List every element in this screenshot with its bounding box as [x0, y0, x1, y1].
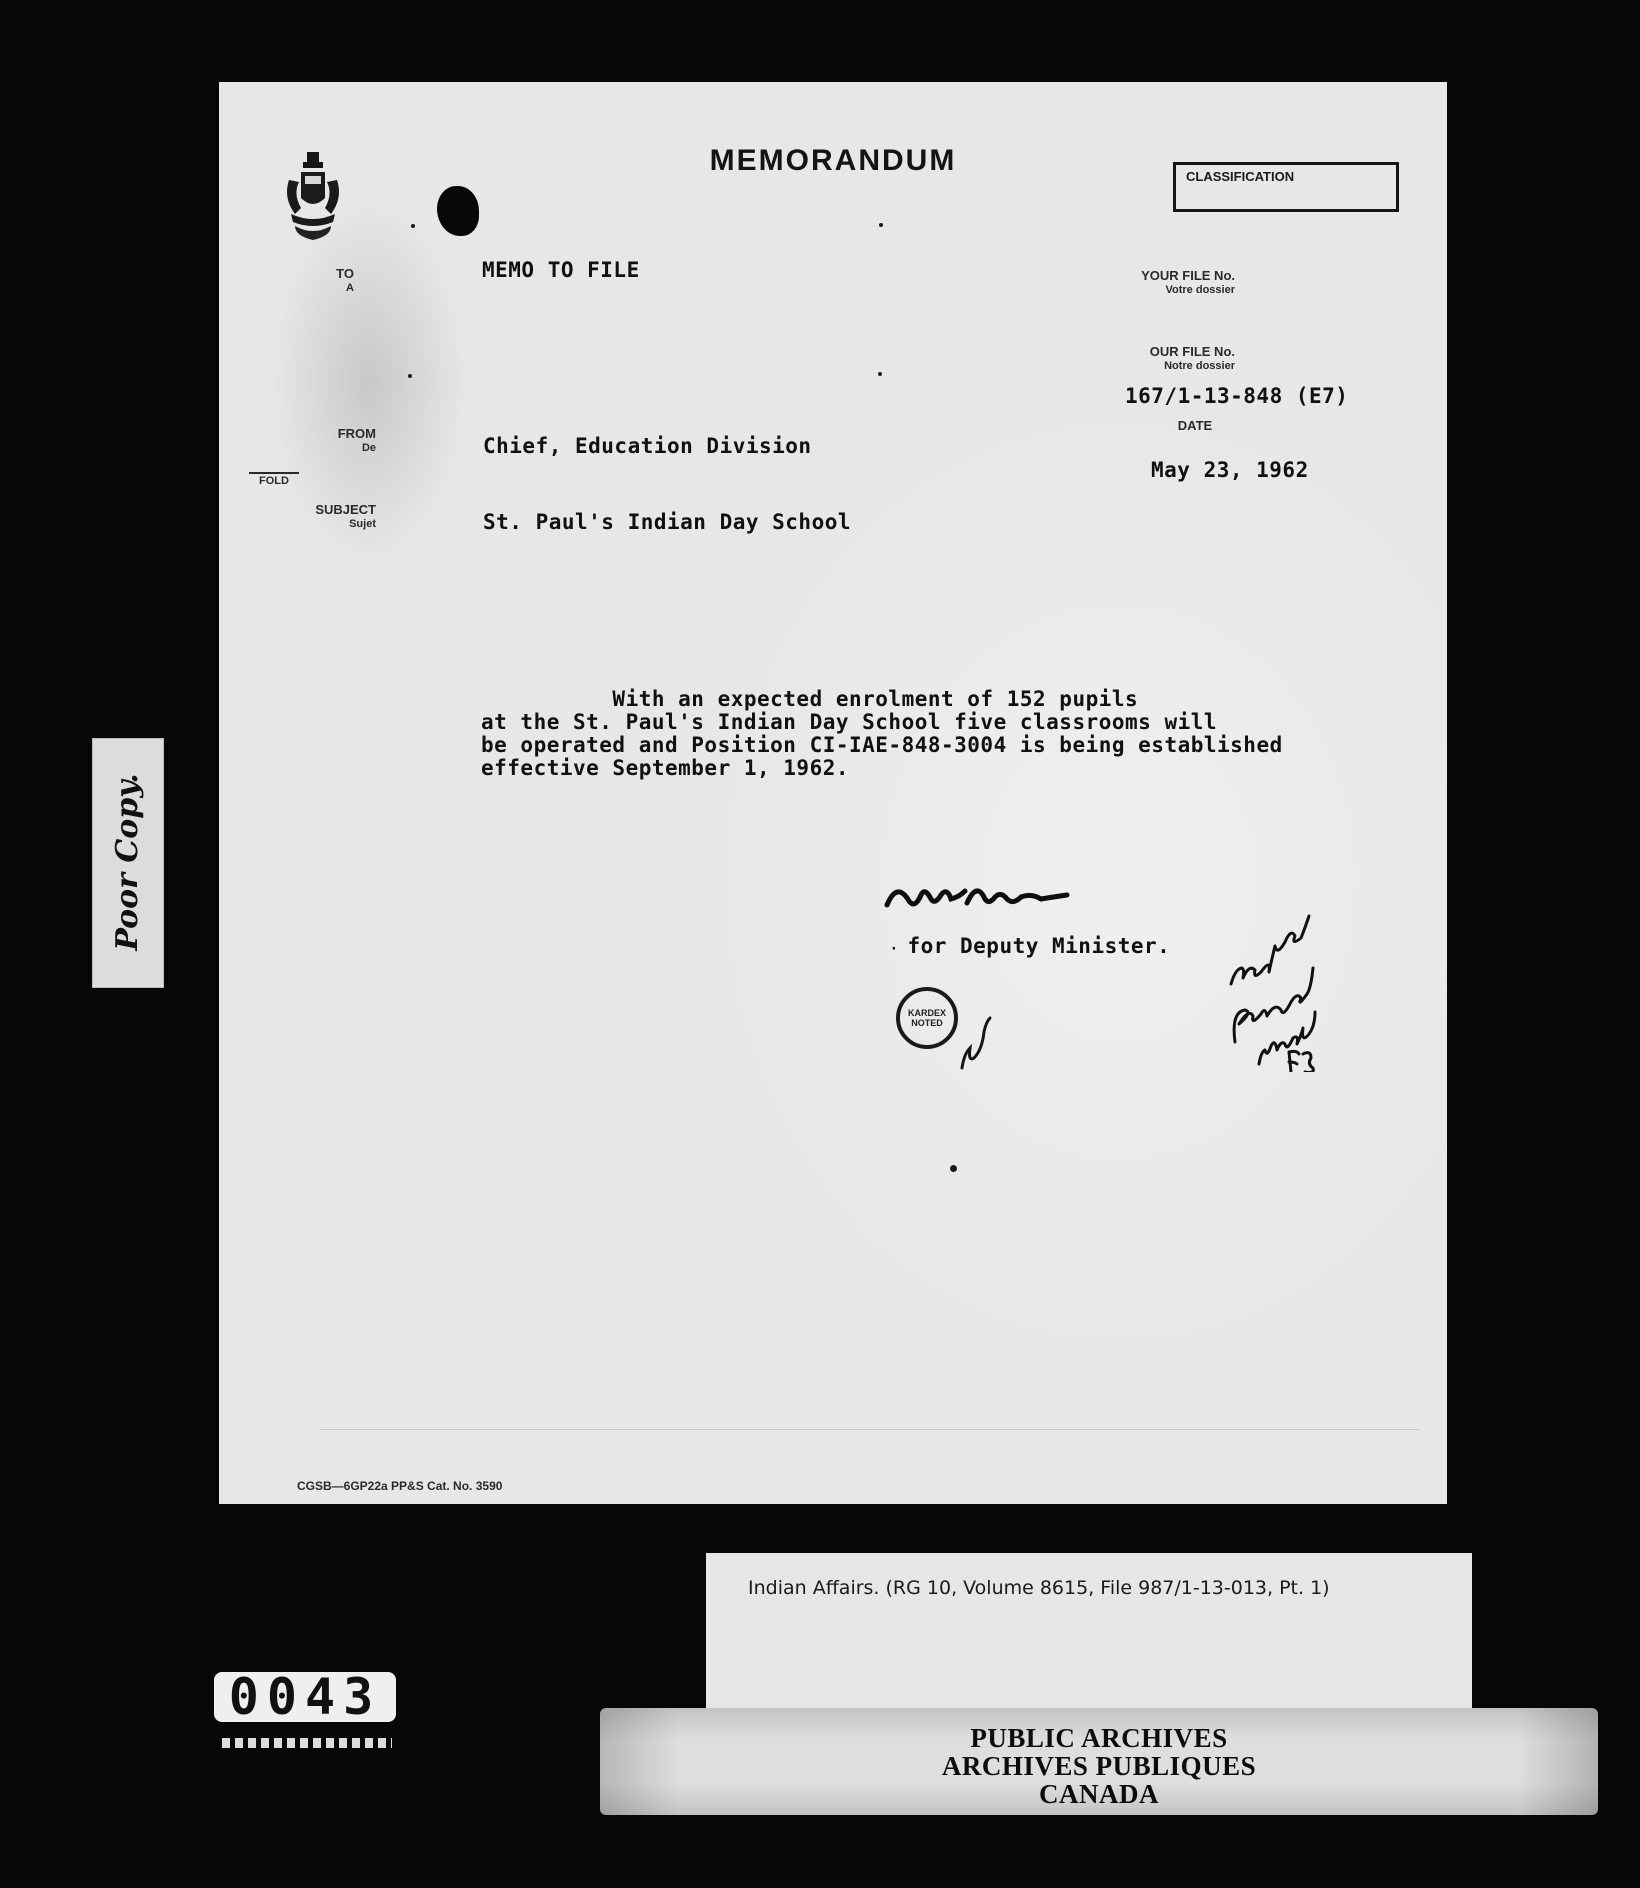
speck: [879, 223, 883, 227]
handwritten-initials: [954, 1012, 998, 1074]
poor-copy-tab: [92, 738, 164, 988]
from-label-en: FROM: [337, 426, 376, 441]
classification-box: [1173, 162, 1399, 212]
classification-label: CLASSIFICATION: [1186, 169, 1295, 184]
stamp-text-2: NOTED: [911, 1018, 943, 1028]
archive-reference-card: [706, 1553, 1472, 1711]
subject-label-fr: Sujet: [349, 518, 376, 530]
speck: [878, 372, 882, 376]
handwritten-note: [1219, 914, 1347, 1072]
from-label: [286, 426, 376, 456]
ink-blot: [437, 186, 479, 236]
your-file-label-fr: Votre dossier: [1165, 284, 1235, 296]
your-file-label-en: YOUR FILE No.: [1141, 268, 1235, 283]
fold-mark: FOLD: [249, 472, 299, 487]
archives-line-2: ARCHIVES PUBLIQUES: [941, 1751, 1257, 1781]
memo-sheet: [219, 82, 1447, 1504]
stamp-text-1: KARDEX: [907, 1008, 946, 1018]
frame-counter: 0043: [214, 1672, 396, 1722]
archives-line-1: PUBLIC ARCHIVES: [970, 1723, 1228, 1753]
public-archives-stamp: [600, 1708, 1598, 1815]
footer-rule: [319, 1429, 1419, 1430]
signature-line-text: for Deputy Minister.: [907, 934, 1171, 958]
to-value: MEMO TO FILE: [482, 258, 640, 282]
speck: [408, 374, 412, 378]
archives-line-3: CANADA: [1039, 1779, 1159, 1809]
subject-label-en: SUBJECT: [315, 502, 376, 517]
our-file-label: [1095, 344, 1235, 374]
catalogue-number: CGSB—6GP22a PP&S Cat. No. 3590: [297, 1479, 503, 1493]
memo-body: With an expected enrolment of 152 pupils at the St. Paul's Indian Day School five classrooms will be operated and Position CI-IAE-848-3004 is being established effective September 1, 1962.: [481, 687, 1283, 780]
date-value: May 23, 1962: [1151, 458, 1309, 482]
to-label: [264, 266, 354, 296]
our-file-value: 167/1-13-848 (E7): [1125, 384, 1349, 408]
archives-stamp-text: [600, 1724, 1598, 1808]
kardex-stamp: [896, 987, 958, 1049]
from-label-fr: De: [361, 442, 376, 454]
poor-copy-text: Poor Copy.: [110, 773, 145, 951]
subject-value: St. Paul's Indian Day School: [483, 510, 852, 534]
our-file-label-fr: Notre dossier: [1164, 360, 1235, 372]
film-sprockets: [222, 1738, 392, 1748]
our-file-label-en: OUR FILE No.: [1149, 344, 1235, 359]
archive-reference-text: Indian Affairs. (RG 10, Volume 8615, File 987/1-13-013, Pt. 1): [748, 1577, 1330, 1599]
to-label-fr: A: [346, 282, 354, 294]
from-value: Chief, Education Division: [483, 434, 812, 458]
date-label: DATE: [1177, 418, 1213, 433]
speck: [950, 1165, 957, 1172]
your-file-label: [1095, 268, 1235, 298]
signature-line: · for Deputy Minister.: [889, 934, 1171, 958]
to-label-en: TO: [336, 266, 354, 281]
speck: [411, 224, 415, 228]
memo-title: MEMORANDUM: [709, 144, 957, 177]
subject-label: [286, 502, 376, 532]
